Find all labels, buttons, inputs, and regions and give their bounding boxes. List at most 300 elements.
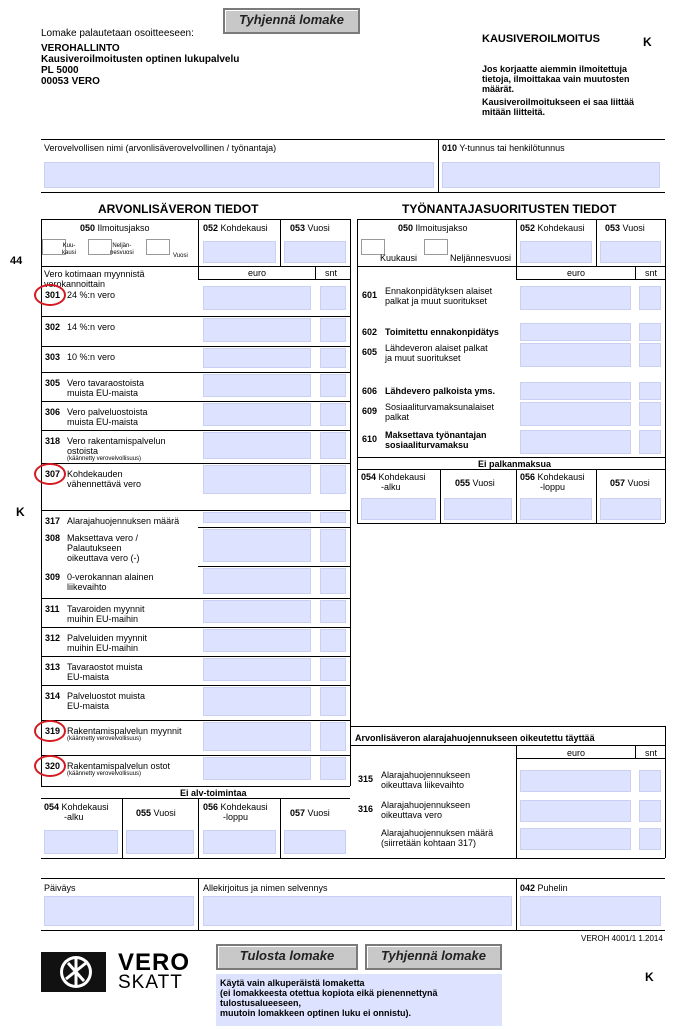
code: 055 [455,478,471,488]
divider [198,279,350,280]
relief-euro-input-2[interactable] [520,828,631,850]
row-label: Toimitettu ennakonpidätys [385,327,499,337]
t: -loppu [223,812,249,822]
snt-input-314[interactable] [320,687,346,716]
row-code: 315 [358,774,374,784]
no-vat-label: Ei alv-toimintaa [180,788,247,798]
divider [357,523,665,524]
row-note: (käännetty verovelvollisuus) [67,736,142,742]
t: Puhelin [537,883,568,893]
opt-quarter [110,243,134,257]
note-line: Kausiveroilmoitukseen ei saa liittää [482,97,635,107]
row-code: 609 [362,406,378,416]
note-line: tietoja, ilmoittakaa vain muutosten [482,74,630,84]
address-line: PL 5000 [41,65,79,76]
snt-input-309[interactable] [320,568,346,594]
t: -alku [64,812,84,822]
period-year-input[interactable] [284,241,346,263]
t: verokannoittain [44,279,106,289]
row-label: 14 %:n vero [67,322,116,332]
row-code: 317 [45,516,61,526]
t: Vuosi [627,478,650,488]
euro-input-313[interactable] [203,658,311,681]
divider [41,685,350,686]
relief-euro-input-0[interactable] [520,770,631,792]
divider [280,798,281,858]
notice-box [216,974,502,1026]
code: 010 [442,143,458,153]
euro-input-602[interactable] [520,323,631,341]
code: 055 [136,808,152,818]
relief-euro-header: euro [567,748,586,758]
emp-year-label3 [610,478,650,488]
side-mark-k: K [16,505,25,519]
divider [198,878,199,930]
row-label: muista EU-maista [67,417,139,427]
notice-line: Käytä vain alkuperäistä lomaketta [220,978,365,988]
row-label: Alarajahuojennukseen [381,800,471,810]
return-label: Lomake palautetaan osoitteeseen: [41,28,194,39]
row-label: muihin EU-maihin [67,643,139,653]
row-label: Sosiaaliturvamaksunalaiset [385,402,495,412]
logo-bottom: SKATT [118,972,183,993]
vat-year2-label [290,808,330,818]
divider [41,598,350,599]
address-block [41,43,239,87]
taxpayer-name-label: Verovelvollisen nimi (arvonlisäverovelvollinen / työnantaja) [44,143,277,153]
divider [41,930,665,931]
row-label: ja muut suoritukset [385,353,461,363]
emp-year-label2 [455,478,495,488]
form-id: VEROH 4001/1 1.2014 [581,934,663,943]
snt-input-312[interactable] [320,629,346,652]
row-label: palkat [385,412,410,422]
opt-year: Vuosi [173,253,188,259]
code: 052 [203,223,219,233]
euro-input-305[interactable] [203,374,311,397]
vat-year-label [136,808,176,818]
row-label: 10 %:n vero [67,352,116,362]
t: Kohdekausi [220,802,268,812]
code: 042 [520,883,536,893]
row-label: 0-verokannan alainen [67,572,154,582]
euro-input-609[interactable] [520,402,631,426]
euro-header: euro [248,268,267,278]
notice-line: tulostusalueeseen, [220,998,302,1008]
emp-opt-quarter: Neljännesvuosi [450,253,512,263]
year-checkbox[interactable] [146,239,170,255]
phone-label [520,883,568,893]
snt-input-302[interactable] [320,318,346,342]
snt-header: snt [325,268,338,278]
euro-input-605[interactable] [520,343,631,367]
relief-snt-input-0[interactable] [639,770,661,792]
t: Kohdekausi [537,472,585,482]
row-code: 309 [45,572,61,582]
id-label-text: Y-tunnus tai henkilötunnus [459,143,565,153]
divider [440,469,441,523]
divider [41,627,350,628]
snt-input-317[interactable] [320,512,346,523]
divider [41,510,350,511]
row-code: 305 [45,378,61,388]
divider [198,219,199,266]
divider [516,279,665,280]
code: 056 [203,802,219,812]
divider [198,527,350,528]
row-note: (käännetty verovelvollisuus) [67,456,142,462]
euro-input-314[interactable] [203,687,311,716]
row-label: (siirretään kohtaan 317) [381,838,477,848]
divider [350,726,665,727]
divider [41,316,350,317]
vat-year-input[interactable] [126,830,194,854]
divider [41,463,350,464]
row-label: ostoista [67,446,99,456]
code: 056 [520,472,536,482]
divider [41,878,665,879]
snt-input-606[interactable] [639,382,661,400]
row-label: Vero rakentamispalvelun [67,436,166,446]
row-code: 319 [45,726,61,736]
divider [280,219,281,266]
circle-mark [34,284,66,306]
snt-input-319[interactable] [320,722,346,751]
row-code: 308 [45,533,61,543]
row-label: sosiaaliturvamaksu [385,440,469,450]
signature-label: Allekirjoitus ja nimen selvennys [203,883,328,893]
address-line: Kausiveroilmoitusten optinen lukupalvelu [41,54,240,65]
emp-year-input2[interactable] [444,498,512,520]
emp-month-input[interactable] [520,241,592,263]
euro-input-318[interactable] [203,432,311,459]
row-label: Tavaraostot muista [67,662,143,672]
divider [516,878,517,930]
vat-start-input[interactable] [44,830,118,854]
logo-top: VERO [118,949,191,976]
side-mark-44: 44 [10,255,23,267]
divider [350,745,665,746]
snt-input-313[interactable] [320,658,346,681]
t: Vuosi [472,478,495,488]
divider [41,372,350,373]
emp-start-input[interactable] [361,498,436,520]
euro-input-610[interactable] [520,430,631,454]
code: 053 [290,223,306,233]
row-label: oikeuttava vero [381,810,443,820]
emp-month-label [520,223,585,233]
euro-input-317[interactable] [203,512,311,523]
t: Neljän- [112,243,132,249]
clear-form-button-top[interactable]: Tyhjennä lomake [223,8,360,34]
row-label: Alarajahuojennuksen määrä [381,828,494,838]
date-label: Päiväys [44,883,76,893]
euro-input-606[interactable] [520,382,631,400]
divider [41,755,350,756]
code: 057 [610,478,626,488]
snt-input-318[interactable] [320,432,346,459]
snt-input-311[interactable] [320,600,346,623]
row-code: 307 [45,469,61,479]
row-code: 314 [45,691,61,701]
label: Vuosi [307,223,330,233]
t: -alku [381,482,401,492]
euro-input-601[interactable] [520,286,631,310]
note-line: mitään liitteitä. [482,107,546,117]
divider [357,219,665,220]
snt-input-609[interactable] [639,402,661,426]
vat-end-label [203,802,268,822]
divider [350,219,351,786]
code: 054 [361,472,377,482]
row-label: Palveluostot muista [67,691,146,701]
divider [596,219,597,266]
row-label: Ennakonpidätyksen alaiset [385,286,493,296]
row-code: 301 [45,290,61,300]
row-code: 320 [45,761,61,771]
snt-input-305[interactable] [320,374,346,397]
row-code: 313 [45,662,61,672]
t: -loppu [540,482,566,492]
emp-opt-month: Kuukausi [380,253,418,263]
emp-end-label [520,472,585,492]
row-label: Alarajahuojennuksen määrä [67,516,180,526]
t: nesvuosi [110,250,134,256]
euro-input-307[interactable] [203,465,311,494]
row-code: 302 [45,322,61,332]
divider [516,745,517,858]
notice-line: muutoin lomakkeen optinen luku ei onnistu). [220,1008,412,1018]
t: Kohdekausi [61,802,109,812]
form-title: KAUSIVEROILMOITUS [482,33,600,45]
row-note: (käännetty verovelvollisuus) [67,771,142,777]
t: Kohdekausi [378,472,426,482]
euro-input-308[interactable] [203,529,311,562]
emp-period-label [398,223,468,233]
address-line: VEROHALLINTO [41,43,120,54]
code: 052 [520,223,536,233]
date-input[interactable] [44,896,194,926]
row-code: 601 [362,290,378,300]
signature-input[interactable] [203,896,512,926]
row-code: 311 [45,604,60,614]
code: 054 [44,802,60,812]
notice-line: (ei lomakkeesta otettua kopiota eikä pienennettynä [220,988,438,998]
code: 057 [290,808,306,818]
vat-start-label [44,802,109,822]
divider [41,656,350,657]
t: Kuu- [62,243,76,249]
euro-input-312[interactable] [203,629,311,652]
t: Vuosi [622,223,645,233]
euro-input-302[interactable] [203,318,311,342]
relief-euro-input-1[interactable] [520,800,631,822]
business-id-input[interactable] [442,162,660,188]
divider [438,139,439,192]
header-notes [482,64,634,117]
t: Vero kotimaan myynnistä [44,269,145,279]
vat-end-input[interactable] [203,830,276,854]
snt-input-320[interactable] [320,757,346,780]
divider [516,469,517,523]
t: Vuosi [307,808,330,818]
row-label: EU-maista [67,672,110,682]
emp-year-input[interactable] [600,241,661,263]
row-code: 312 [45,633,61,643]
emp-end-input[interactable] [520,498,592,520]
row-label: Maksettava vero / [67,533,139,543]
row-label: Vero palveluostoista [67,407,148,417]
relief-snt-input-2[interactable] [639,828,661,850]
divider [665,726,666,858]
divider [41,346,350,347]
euro-input-309[interactable] [203,568,311,594]
emp-start-label [361,472,426,492]
divider [198,266,199,279]
id-label [442,143,565,153]
t: Vuosi [153,808,176,818]
row-code: 602 [362,327,378,337]
row-code: 316 [358,804,374,814]
row-label: Lähdevero palkoista yms. [385,386,496,396]
divider [665,219,666,523]
bottom-mark-k: K [645,970,654,984]
snt-input-307[interactable] [320,465,346,494]
emp-year-input3[interactable] [600,498,661,520]
row-label: Vero tavaraostoista [67,378,145,388]
row-label: Rakentamispalvelun ostot [67,761,171,771]
row-label: palkat ja muut suoritukset [385,296,488,306]
divider [41,139,665,140]
snt-input-602[interactable] [639,323,661,341]
row-label: Palveluiden myynnit [67,633,148,643]
divider [516,219,517,266]
row-label: Rakentamispalvelun myynnit [67,726,182,736]
divider [41,858,350,859]
row-code: 318 [45,436,61,446]
code: 053 [605,223,621,233]
divider [315,266,316,279]
divider [41,430,350,431]
euro-input-303[interactable] [203,348,311,368]
circle-mark [34,755,66,777]
print-form-button[interactable]: Tulosta lomake [216,944,358,970]
employer-section-title: TYÖNANTAJASUORITUSTEN TIEDOT [402,202,617,216]
divider [516,758,665,759]
code: 050 [398,223,414,233]
row-label: oikeuttava liikevaihto [381,780,465,790]
month-label [203,223,268,233]
snt-input-306[interactable] [320,403,346,426]
divider [41,192,665,193]
t: kausi [62,250,77,256]
period-label [80,223,150,233]
divider [635,745,636,758]
emp-quarter-checkbox[interactable] [424,239,448,255]
vero-logo [40,949,191,994]
snt-input-601[interactable] [639,286,661,310]
divider [357,457,665,458]
euro-input-319[interactable] [203,722,311,751]
quarter-checkbox[interactable] [88,239,112,255]
euro-input-306[interactable] [203,403,311,426]
row-label: liikevaihto [67,582,107,592]
snt-input-303[interactable] [320,348,346,368]
row-code: 606 [362,386,378,396]
opt-month [62,243,76,257]
divider [41,786,350,787]
row-label: muihin EU-maihin [67,614,139,624]
row-label: EU-maista [67,701,110,711]
clear-form-button-bottom[interactable]: Tyhjennä lomake [365,944,502,970]
code: 050 [80,223,96,233]
row-label: muista EU-maista [67,388,139,398]
divider [122,798,123,858]
divider [357,469,665,470]
row-label: Kohdekauden [67,469,123,479]
vat-year2-input[interactable] [284,830,346,854]
divider [516,266,517,279]
divider [357,266,665,267]
row-label: Palautukseen [67,543,122,553]
row-label: Maksettava työnantajan [385,430,487,440]
euro-input-311[interactable] [203,600,311,623]
row-label: Tavaroiden myynnit [67,604,145,614]
divider [41,266,350,267]
taxpayer-name-input[interactable] [44,162,434,188]
address-line: 00053 VERO [41,76,100,87]
divider [41,219,350,220]
label: Ilmoitusjakso [97,223,150,233]
emp-snt-header: snt [645,268,658,278]
year-label [290,223,330,233]
divider [198,566,350,567]
divider [350,858,665,859]
vat-section-title: ARVONLISÄVERON TIEDOT [98,202,259,216]
euro-input-301[interactable] [203,286,311,310]
period-month-input[interactable] [203,241,276,263]
emp-euro-header: euro [567,268,586,278]
snt-input-308[interactable] [320,529,346,562]
phone-input[interactable] [520,896,661,926]
row-code: 605 [362,347,378,357]
label: Kohdekausi [220,223,268,233]
relief-title: Arvonlisäveron alarajahuojennukseen oikeutettu täyttää [355,733,595,743]
emp-year-label [605,223,645,233]
row-label: vähennettävä vero [67,479,142,489]
divider [635,266,636,279]
corner-mark: K [643,35,652,49]
divider [41,798,350,799]
snt-input-301[interactable] [320,286,346,310]
snt-input-610[interactable] [639,430,661,454]
t: Ilmoitusjakso [415,223,468,233]
t: Kohdekausi [537,223,585,233]
note-line: Jos korjaatte aiemmin ilmoitettuja [482,64,628,74]
snt-input-605[interactable] [639,343,661,367]
circle-mark [34,463,66,485]
row-code: 303 [45,352,61,362]
row-code: 306 [45,407,61,417]
euro-input-320[interactable] [203,757,311,780]
relief-snt-header: snt [645,748,658,758]
divider [41,720,350,721]
relief-snt-input-1[interactable] [639,800,661,822]
divider [357,219,358,523]
divider [198,798,199,858]
row-label: Lähdeveron alaiset palkat [385,343,488,353]
circle-mark [34,720,66,742]
